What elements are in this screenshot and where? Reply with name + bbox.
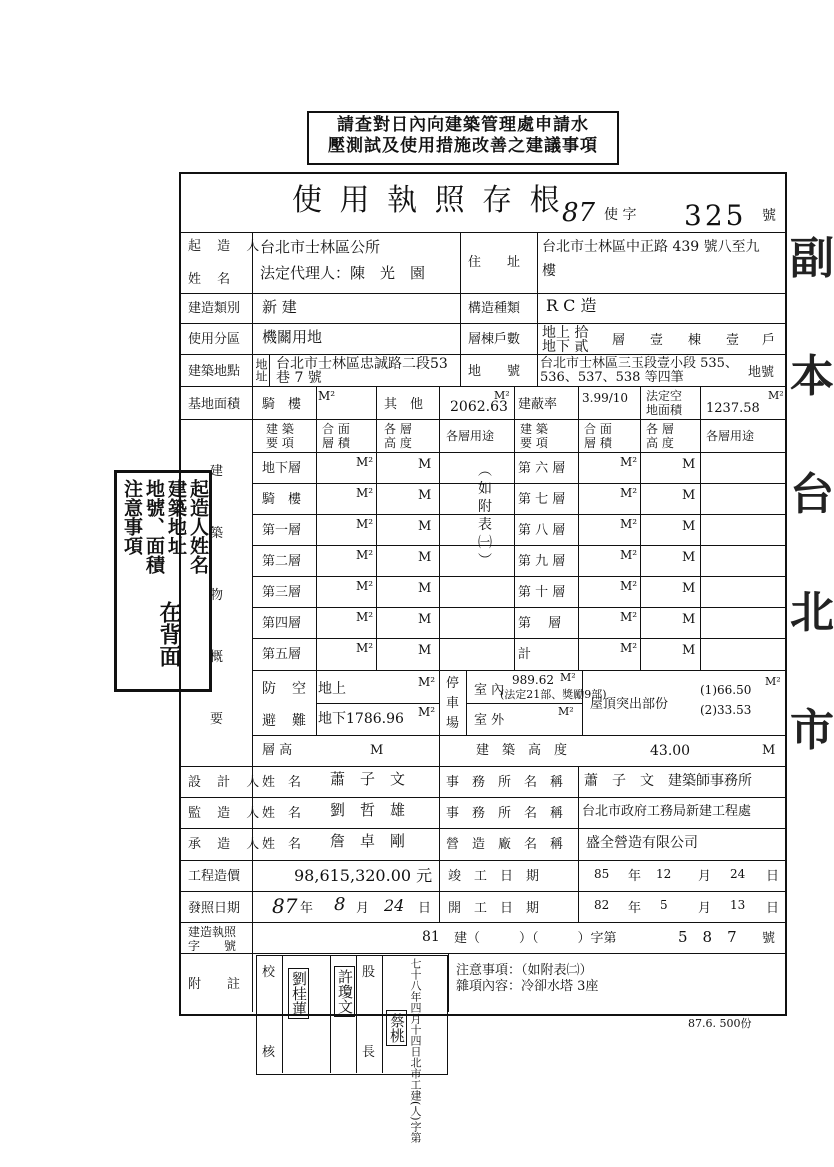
floor-right-m2: M² [620,641,638,655]
col-head-item-a-r: 建 築 [520,422,548,436]
start-year: 82 [594,898,610,912]
dihao-value: 台北市士林區三玉段壹小段 535、 [540,356,738,371]
designer-name: 蕭 子 文 [330,770,406,788]
floor-right-m: M [682,612,696,627]
floor-left-m: M [418,519,432,534]
open-space-label-1: 法定空 [646,389,683,403]
floor-right-m2: M² [620,455,638,469]
shi-zi-label: 使 字 [604,207,637,223]
site-label: 建築地點 [188,364,241,379]
indoor-label: 室 內 [474,683,505,698]
side-stamp-col-5: 在背面 [156,601,181,667]
outdoor-m2: M² [558,705,574,718]
contractor-name: 詹 卓 剛 [330,832,406,850]
base-area-label: 基地面積 [188,397,241,412]
floors-above: 地上 拾 [542,325,589,341]
gu-label: 股 [362,965,376,980]
col-head-h-b: 高 度 [384,436,412,450]
permit-label-b: 字 號 [188,939,237,953]
other-label: 其 他 [384,397,424,412]
col-head-area-b: 層 積 [322,436,350,450]
bldg-height-value: 43.00 [650,743,691,759]
supervisor-name-label: 姓 名 [262,806,302,821]
applicant-label: 起 造 人 [188,239,266,254]
floor-right-m2: M² [620,610,638,624]
top-stamp [307,111,619,165]
year-handwritten: 87 [562,198,596,228]
notes-line-2: 雜項內容：冷卻水塔 3座 [456,979,599,994]
start-day: 13 [730,898,746,912]
bldg-label-4: 概 [210,650,224,665]
floor-left-m2: M² [356,548,374,562]
floor-right-m: M [682,488,696,503]
col-head-use: 各層用途 [446,429,495,443]
floor-right-label: 第 層 [518,616,562,631]
designer-office: 蕭 子 文 建築師事務所 [584,773,752,789]
floor-left-m2: M² [356,517,374,531]
bldg-label-3: 物 [210,588,224,603]
col-head-area-b-r: 層 積 [584,436,612,450]
floor-right-label: 第 八 層 [518,523,566,538]
col-head-use-r: 各層用途 [706,429,755,443]
site-address: 台北市士林區忠誠路二段53 [276,356,448,372]
col-head-h-a: 各 層 [384,422,412,436]
floor-left-m: M [418,550,432,565]
zhang-label: 長 [362,1045,376,1060]
contractor-office-label: 營 造 廠 名 稱 [446,837,564,852]
floor-left-m: M [418,643,432,658]
open-space-label-2: 地面積 [646,403,683,417]
issue-year-l: 年 [300,901,314,916]
completion-month-l: 月 [698,869,712,884]
address-value: 台北市士林區中正路 439 號八至九 [542,239,760,255]
side-stamp-col-2: 建築地址 [165,479,187,555]
shelter-up: 地上 [318,681,346,697]
shelter-down-m2: M² [418,705,436,719]
height-m: M [370,743,384,758]
address-label: 住 址 [468,255,521,270]
supervisor-office-label: 事 務 所 名 稱 [446,806,564,821]
contractor-label: 承 造 人 [188,837,266,852]
structure-label: 構造種類 [468,301,521,316]
floor-right-label: 第 十 層 [518,585,566,600]
bldg-label-5: 要 [210,712,224,727]
floor-left-label: 第三層 [262,585,302,600]
supervisor-office: 台北市政府工務局新建工程處 [582,804,752,819]
col-head-item-b-r: 要 項 [520,436,548,450]
side-stamp-col-1: 起造人姓名 [187,479,209,574]
floor-right-m2: M² [620,579,638,593]
bldg-height-label: 建 築 高 度 [476,743,568,758]
dihao-suffix: 地號 [748,365,775,380]
contractor-office: 盛全營造有限公司 [586,835,698,851]
floor-left-m2: M² [356,579,374,593]
floor-left-label: 騎 樓 [262,492,302,507]
outdoor-label: 室 外 [474,713,505,728]
col-head-h-b-r: 高 度 [646,436,674,450]
footer-print: 87.6. 500份 [688,1017,752,1030]
issue-year: 87 [272,894,298,918]
floors-dong: 棟 [688,333,702,348]
floors-hu-count: 壹 [726,333,740,348]
other-value: 2062.63 [450,399,508,415]
supervisor-name: 劉 哲 雄 [330,801,406,819]
parking-label: 停 車 場 [446,676,460,731]
floor-left-label: 第五層 [262,647,302,662]
top-stamp-line-1: 請查對日內向建築管理處申請水 [337,115,589,135]
permit-jian: 建（ ）（ ）字第 [454,931,617,946]
start-month: 5 [660,898,668,912]
applicant-name: 台北市士林區公所 [260,238,381,256]
name-label: 姓 名 [188,272,237,287]
floor-left-m: M [418,488,432,503]
seal-3: 蔡桃 [386,1010,407,1046]
start-month-l: 月 [698,901,712,916]
col-head-area-a-r: 合 面 [584,422,612,436]
designer-name-label: 姓 名 [262,775,302,790]
col-head-item-a: 建 築 [266,422,294,436]
completion-day-l: 日 [766,869,780,884]
permit-number: 325 [684,199,747,232]
fang-label: 防 [262,681,276,697]
bldg-height-m: M [762,743,776,758]
bi-label: 避 [262,713,276,729]
roof-value: (1)66.50 [700,683,752,697]
permit-pnum: 5 8 7 [678,928,737,946]
completion-day: 24 [730,867,746,881]
floor-right-label: 計 [518,647,532,662]
hao-label: 號 [762,208,776,224]
indoor-value: 989.62 [512,673,554,687]
floor-left-label: 地下層 [262,461,302,476]
floors-hu: 戶 [762,333,776,348]
floor-left-m: M [418,457,432,472]
dihao-value-2: 536、537、538 等四筆 [540,370,684,385]
floor-left-m2: M² [356,486,374,500]
site-address-2: 巷 7 號 [276,370,322,386]
side-stamp-col-3: 地號、面積 [143,479,165,574]
roof-value-2: (2)33.53 [700,703,752,717]
notes-line-1: 注意事項：（如附表㈡） [456,963,593,978]
floor-right-m: M [682,581,696,596]
floor-left-m: M [418,581,432,596]
completion-month: 12 [656,867,672,881]
floor-right-m: M [682,519,696,534]
col-head-item-b: 要 項 [266,436,294,450]
floor-right-m: M [682,550,696,565]
height-label: 層 高 [262,743,293,758]
start-day-l: 日 [766,901,780,916]
seal-1: 劉桂蓮 [288,968,309,1019]
floor-left-label: 第二層 [262,554,302,569]
floor-right-m2: M² [620,517,638,531]
area-m2-1: M² [318,389,336,403]
issue-day: 24 [384,896,405,915]
floor-right-m2: M² [620,486,638,500]
completion-label: 竣 工 日 期 [448,869,540,884]
designer-label: 設 計 人 [188,775,266,790]
dihao-label: 地 號 [468,364,521,379]
page-title: 使 用 執 照 存 根 [292,183,564,218]
cost-value: 98,615,320.00 元 [294,866,433,885]
open-space-value: 1237.58 [706,401,760,416]
contractor-name-label: 姓 名 [262,837,302,852]
floor-right-label: 第 七 層 [518,492,566,507]
address-value-2: 樓 [542,263,556,279]
floor-left-m2: M² [356,610,374,624]
floors-label: 層棟戶數 [468,332,521,347]
build-type-value: 新 建 [262,298,297,316]
col-head-area-a: 合 面 [322,422,350,436]
floor-left-m2: M² [356,641,374,655]
area-m2-2: M² [494,389,510,402]
indoor-m2: M² [560,671,576,684]
permit-label-a: 建造執照 [188,925,237,939]
use-zone-value: 機關用地 [262,328,323,346]
jianbi-value: 3.99/10 [582,391,629,405]
top-stamp-line-2: 壓測試及使用措施改善之建議事項 [328,136,598,156]
completion-year-l: 年 [628,869,642,884]
floor-right-label: 第 九 層 [518,554,566,569]
use-note: ︵ 如 附 表 ㈠ ︶ [478,463,492,569]
floor-left-label: 第一層 [262,523,302,538]
he-label: 核 [262,1045,276,1060]
issue-month: 8 [334,894,346,915]
kong-label: 空 [292,681,306,697]
roof-label: 屋頂突出部份 [590,697,669,712]
bldg-label-2: 築 [210,526,224,541]
permit-num: 81 [422,929,440,945]
shelter-up-m2: M² [418,675,436,689]
structure-value: R C 造 [546,296,597,315]
permit-hao: 號 [762,931,776,946]
bldg-label-1: 建 [210,464,224,479]
col-head-h-a-r: 各 層 [646,422,674,436]
area-m2-3: M² [768,389,784,402]
floor-right-label: 第 六 層 [518,461,566,476]
use-zone-label: 使用分區 [188,332,241,347]
floor-left-m: M [418,612,432,627]
issue-day-l: 日 [418,901,432,916]
build-type-label: 建造類別 [188,301,241,316]
qilou-label: 騎 樓 [262,397,302,412]
floor-right-m2: M² [620,548,638,562]
floor-right-m: M [682,457,696,472]
right-edge-text: 副 本 台 北 市 [790,233,834,756]
floors-ceng: 層 [612,333,626,348]
supervisor-label: 監 造 人 [188,806,266,821]
notes-label: 附 註 [188,977,241,992]
start-label: 開 工 日 期 [448,901,540,916]
floor-right-m: M [682,643,696,658]
jianbi-label: 建蔽率 [518,397,558,412]
floor-left-label: 第四層 [262,616,302,631]
cost-label: 工程造價 [188,869,241,884]
side-stamp-col-4: 注意事項 [121,479,143,555]
floor-left-m2: M² [356,455,374,469]
shelter-down: 地下1786.96 [318,711,404,727]
xiao-label: 校 [262,965,276,980]
indoor-note: (法定21部、獎勵9部) [500,688,607,701]
issue-label: 發照日期 [188,901,241,916]
nan-label: 難 [292,713,306,729]
notes-vertical: 七十八年四月十四日北市工建(人)字第 [409,958,422,1143]
floors-count: 壹 [650,333,664,348]
roof-m2: M² [765,675,781,688]
applicant-rep: 法定代理人：陳 光 園 [260,264,426,282]
issue-month-l: 月 [356,901,370,916]
start-year-l: 年 [628,901,642,916]
seal-2: 許瓊文 [334,966,355,1017]
site-dizhi: 地址 [254,358,268,382]
completion-year: 85 [594,867,610,881]
designer-office-label: 事 務 所 名 稱 [446,775,564,790]
floors-below: 地下 貳 [542,339,589,355]
